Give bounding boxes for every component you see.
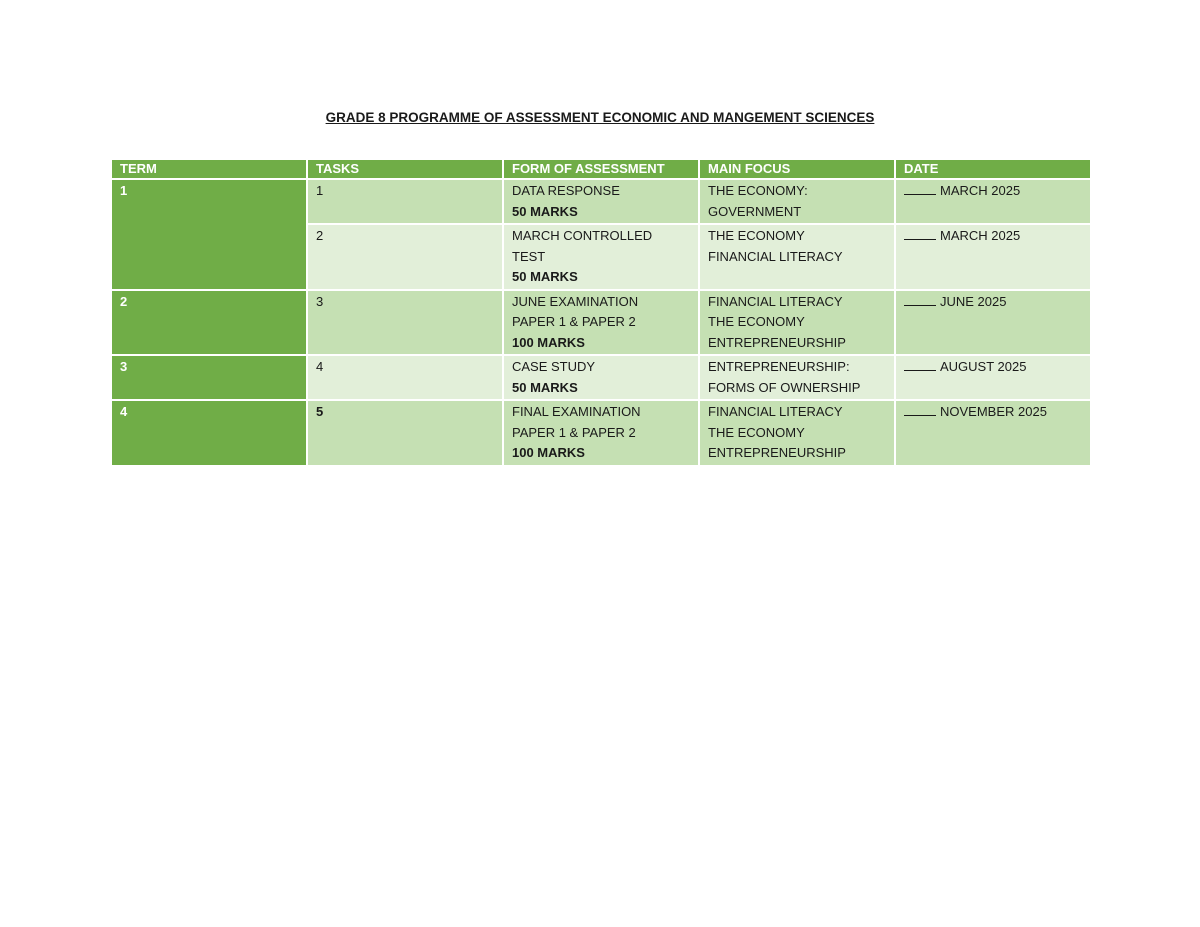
form-line: MARCH CONTROLLED — [512, 228, 653, 243]
form-line: DATA RESPONSE — [512, 183, 620, 198]
focus-cell — [699, 290, 895, 356]
date-label: AUGUST 2025 — [940, 359, 1027, 374]
table-row — [111, 355, 1091, 400]
task-cell: 3 — [307, 290, 503, 356]
date-label: MARCH 2025 — [940, 228, 1021, 243]
assessment-table — [110, 158, 1092, 467]
date-cell — [895, 400, 1091, 466]
focus-line: FORMS OF OWNERSHIP — [708, 379, 861, 395]
form-line: TEST — [512, 248, 546, 264]
form-cell — [503, 355, 699, 400]
header-date: DATE — [895, 159, 1091, 179]
page-title: GRADE 8 PROGRAMME OF ASSESSMENT ECONOMIC AND MANGEMENT SCIENCES — [325, 110, 875, 125]
task-cell: 4 — [307, 355, 503, 400]
focus-line: FINANCIAL LITERACY — [708, 293, 843, 309]
task-cell: 5 — [307, 400, 503, 466]
header-row — [111, 159, 1091, 179]
focus-line: GOVERNMENT — [708, 203, 802, 219]
focus-line: THE ECONOMY — [708, 228, 805, 243]
focus-line: THE ECONOMY — [708, 424, 805, 440]
focus-line: FINANCIAL LITERACY — [708, 404, 843, 419]
header-form-of-assessment: FORM OF ASSESSMENT — [503, 159, 699, 179]
term-cell: 4 — [111, 400, 307, 466]
term-cell: 1 — [111, 179, 307, 290]
focus-line: ENTREPRENEURSHIP — [708, 445, 846, 460]
marks-label: 100 MARKS — [512, 334, 585, 350]
form-line: PAPER 1 & PAPER 2 — [512, 314, 636, 329]
marks-label: 50 MARKS — [512, 203, 578, 219]
form-cell — [503, 400, 699, 466]
date-blank — [904, 181, 936, 195]
marks-label: 50 MARKS — [512, 269, 578, 284]
date-cell — [895, 355, 1091, 400]
form-cell — [503, 224, 699, 290]
task-cell: 2 — [307, 224, 503, 290]
term-cell: 3 — [111, 355, 307, 400]
date-cell — [895, 224, 1091, 290]
focus-line: ENTREPRENEURSHIP: — [708, 359, 850, 374]
marks-label: 100 MARKS — [512, 445, 585, 460]
table-row — [111, 179, 1091, 224]
form-line: CASE STUDY — [512, 359, 596, 374]
form-line: FINAL EXAMINATION — [512, 404, 641, 419]
date-cell — [895, 179, 1091, 224]
date-blank — [904, 226, 936, 240]
focus-cell — [699, 400, 895, 466]
date-label: MARCH 2025 — [940, 183, 1021, 198]
focus-line: THE ECONOMY — [708, 314, 805, 329]
focus-cell — [699, 179, 895, 224]
form-cell — [503, 290, 699, 356]
focus-line: ENTREPRENEURSHIP — [708, 334, 846, 350]
date-label: JUNE 2025 — [940, 293, 1007, 309]
date-blank — [904, 402, 936, 416]
focus-cell — [699, 224, 895, 290]
term-cell: 2 — [111, 290, 307, 356]
focus-line: THE ECONOMY: — [708, 183, 808, 198]
form-cell — [503, 179, 699, 224]
form-line: JUNE EXAMINATION — [512, 293, 639, 309]
header-tasks: TASKS — [307, 159, 503, 179]
date-cell — [895, 290, 1091, 356]
table-row — [111, 290, 1091, 356]
header-term: TERM — [111, 159, 307, 179]
task-cell: 1 — [307, 179, 503, 224]
focus-line: FINANCIAL LITERACY — [708, 248, 843, 264]
table-row — [111, 400, 1091, 466]
date-blank — [904, 357, 936, 371]
date-blank — [904, 292, 936, 306]
focus-cell — [699, 355, 895, 400]
marks-label: 50 MARKS — [512, 379, 578, 395]
header-main-focus: MAIN FOCUS — [699, 159, 895, 179]
date-label: NOVEMBER 2025 — [940, 404, 1047, 419]
form-line: PAPER 1 & PAPER 2 — [512, 424, 636, 440]
